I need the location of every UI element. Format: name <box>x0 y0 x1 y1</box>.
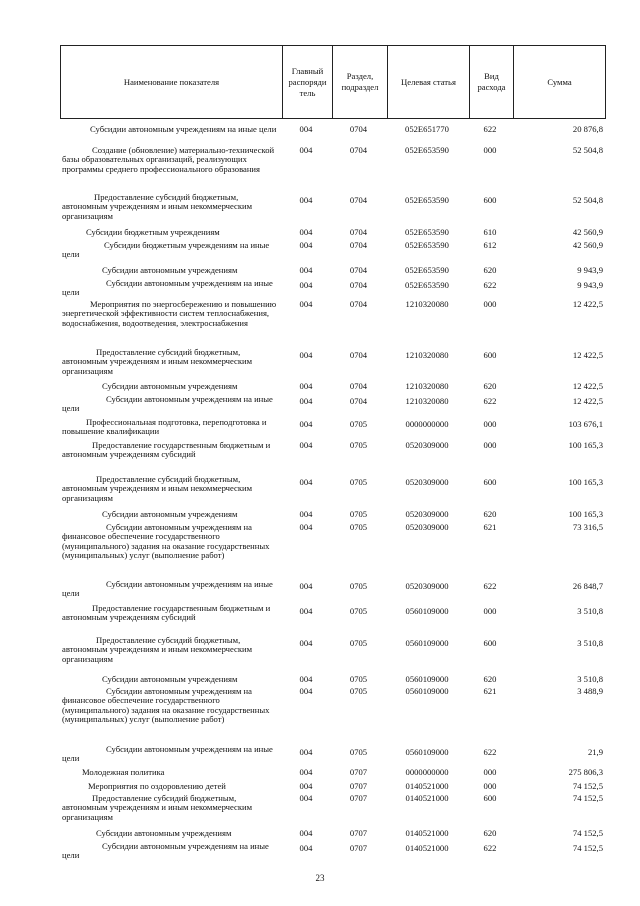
row-name: Субсидии автономным учреждениям <box>102 265 238 275</box>
row-name: Предоставление субсидий бюджетным, автономным учреждениям и иным некоммерческим организациям <box>62 192 253 221</box>
row-glav: 004 <box>299 509 313 519</box>
row-glav: 004 <box>299 124 313 134</box>
row-glav: 004 <box>299 227 313 237</box>
row-glav: 004 <box>299 145 313 155</box>
row-vid: 622 <box>483 747 497 757</box>
row-name: Предоставление субсидий бюджетным, автономным учреждениям и иным некоммерческим организациям <box>62 347 253 376</box>
row-sum: 12 422,5 <box>572 381 603 391</box>
row-name: Предоставление субсидий бюджетным, автономным учреждениям и иным некоммерческим организациям <box>62 635 253 664</box>
row-sum: 3 510,8 <box>577 606 603 616</box>
row-sum: 9 943,9 <box>577 280 603 290</box>
row-sum: 12 422,5 <box>572 299 603 309</box>
row-stat: 0560109000 <box>405 674 449 684</box>
row-stat: 0520309000 <box>405 477 449 487</box>
row-razd: 0705 <box>349 581 368 591</box>
row-vid: 620 <box>483 674 497 684</box>
row-razd: 0705 <box>349 477 368 487</box>
row-stat: 0000000000 <box>405 767 449 777</box>
row-razd: 0705 <box>349 419 368 429</box>
row-glav: 004 <box>299 265 313 275</box>
row-stat: 052E653590 <box>405 240 449 250</box>
row-vid: 612 <box>483 240 497 250</box>
row-sum: 3 510,8 <box>577 674 603 684</box>
row-razd: 0704 <box>349 381 368 391</box>
header-glav: Главный распоряди тель <box>283 46 333 119</box>
row-glav: 004 <box>299 828 313 838</box>
row-razd: 0704 <box>349 396 368 406</box>
row-sum: 52 504,8 <box>572 195 603 205</box>
row-razd: 0704 <box>349 240 368 250</box>
row-vid: 620 <box>483 509 497 519</box>
row-stat: 0520309000 <box>405 440 449 450</box>
row-vid: 600 <box>483 477 497 487</box>
row-razd: 0704 <box>349 227 368 237</box>
row-razd: 0704 <box>349 280 368 290</box>
row-name: Субсидии автономным учреждениям на иные цели <box>62 744 273 764</box>
row-sum: 12 422,5 <box>572 396 603 406</box>
row-stat: 0520309000 <box>405 509 449 519</box>
row-vid: 610 <box>483 227 497 237</box>
row-glav: 004 <box>299 396 313 406</box>
row-vid: 000 <box>483 767 497 777</box>
row-vid: 620 <box>483 828 497 838</box>
row-name: Субсидии автономным учреждениям <box>102 381 238 391</box>
row-vid: 000 <box>483 419 497 429</box>
row-sum: 74 152,5 <box>572 793 603 803</box>
row-glav: 004 <box>299 767 313 777</box>
row-name: Создание (обновление) материально-технической базы образовательных организаций, реализующих программы среднего профессионального образования <box>62 145 275 174</box>
row-stat: 0140521000 <box>405 828 449 838</box>
row-name: Субсидии автономным учреждениям <box>96 828 232 838</box>
row-vid: 000 <box>483 606 497 616</box>
row-glav: 004 <box>299 195 313 205</box>
row-name: Молодежная политика <box>82 767 165 777</box>
row-name: Субсидии автономным учреждениям на иные цели <box>62 394 273 414</box>
row-sum: 3 510,8 <box>577 638 603 648</box>
row-glav: 004 <box>299 747 313 757</box>
row-stat: 0560109000 <box>405 638 449 648</box>
row-stat: 052E651770 <box>405 124 449 134</box>
row-stat: 1210320080 <box>405 396 449 406</box>
row-glav: 004 <box>299 280 313 290</box>
header-stat: Целевая статья <box>388 46 470 119</box>
row-name: Субсидии автономным учреждениям на финансовое обеспечение государственного (муниципального) задания на оказание государственных (муниципальных) услуг (выполнение работ) <box>62 522 270 560</box>
row-name: Субсидии автономным учреждениям на финансовое обеспечение государственного (муниципального) задания на оказание государственных (муниципальных) услуг (выполнение работ) <box>62 686 270 724</box>
row-razd: 0705 <box>349 747 368 757</box>
row-razd: 0707 <box>349 843 368 853</box>
row-razd: 0704 <box>349 299 368 309</box>
header-sum: Сумма <box>514 46 606 119</box>
row-razd: 0705 <box>349 638 368 648</box>
row-vid: 622 <box>483 396 497 406</box>
row-sum: 52 504,8 <box>572 145 603 155</box>
row-name: Мероприятия по энергосбережению и повышению энергетической эффективности систем теплоснабжения, водоснабжения, водоотведения, электроснабжения <box>62 299 277 328</box>
row-vid: 622 <box>483 280 497 290</box>
row-razd: 0707 <box>349 781 368 791</box>
header-name: Наименование показателя <box>61 46 283 119</box>
row-vid: 000 <box>483 299 497 309</box>
row-name: Субсидии бюджетным учреждениям <box>86 227 220 237</box>
row-name: Профессиональная подготовка, переподготовка и повышение квалификации <box>62 417 267 437</box>
row-stat: 0560109000 <box>405 686 449 696</box>
row-sum: 100 165,3 <box>568 509 603 519</box>
row-stat: 052E653590 <box>405 145 449 155</box>
row-stat: 0140521000 <box>405 793 449 803</box>
row-vid: 600 <box>483 638 497 648</box>
row-stat: 0560109000 <box>405 747 449 757</box>
row-sum: 100 165,3 <box>568 440 603 450</box>
row-name: Субсидии бюджетным учреждениям на иные цели <box>62 240 270 260</box>
row-glav: 004 <box>299 793 313 803</box>
row-stat: 052E653590 <box>405 265 449 275</box>
row-sum: 21,9 <box>587 747 603 757</box>
row-vid: 621 <box>483 522 497 532</box>
row-glav: 004 <box>299 381 313 391</box>
row-sum: 103 676,1 <box>568 419 603 429</box>
row-name: Субсидии автономным учреждениям на иные цели <box>62 278 273 298</box>
row-sum: 9 943,9 <box>577 265 603 275</box>
row-glav: 004 <box>299 843 313 853</box>
row-razd: 0707 <box>349 793 368 803</box>
row-stat: 0520309000 <box>405 581 449 591</box>
row-stat: 0520309000 <box>405 522 449 532</box>
row-sum: 26 848,7 <box>572 581 603 591</box>
row-vid: 600 <box>483 195 497 205</box>
row-glav: 004 <box>299 522 313 532</box>
row-razd: 0705 <box>349 440 368 450</box>
row-razd: 0704 <box>349 124 368 134</box>
row-stat: 0560109000 <box>405 606 449 616</box>
row-name: Субсидии автономным учреждениям на иные цели <box>62 841 269 861</box>
row-sum: 3 488,9 <box>577 686 603 696</box>
row-razd: 0705 <box>349 509 368 519</box>
page-number: 23 <box>315 873 325 883</box>
row-glav: 004 <box>299 440 313 450</box>
row-name: Субсидии автономным учреждениям <box>102 509 238 519</box>
row-glav: 004 <box>299 686 313 696</box>
row-razd: 0707 <box>349 828 368 838</box>
row-stat: 052E653590 <box>405 227 449 237</box>
row-razd: 0707 <box>349 767 368 777</box>
row-sum: 20 876,8 <box>572 124 603 134</box>
row-vid: 620 <box>483 381 497 391</box>
row-stat: 052E653590 <box>405 280 449 290</box>
header-vid: Вид расхода <box>470 46 514 119</box>
row-glav: 004 <box>299 638 313 648</box>
row-stat: 052E653590 <box>405 195 449 205</box>
row-vid: 600 <box>483 350 497 360</box>
row-sum: 100 165,3 <box>568 477 603 487</box>
row-name: Предоставление субсидий бюджетным, автономным учреждениям и иным некоммерческим организациям <box>62 793 253 822</box>
row-glav: 004 <box>299 240 313 250</box>
row-stat: 1210320080 <box>405 299 449 309</box>
row-sum: 74 152,5 <box>572 843 603 853</box>
row-stat: 1210320080 <box>405 381 449 391</box>
row-glav: 004 <box>299 674 313 684</box>
row-sum: 42 560,9 <box>572 227 603 237</box>
row-razd: 0704 <box>349 145 368 155</box>
row-razd: 0705 <box>349 686 368 696</box>
row-vid: 622 <box>483 581 497 591</box>
row-sum: 275 806,3 <box>568 767 603 777</box>
row-glav: 004 <box>299 781 313 791</box>
row-sum: 73 316,5 <box>572 522 603 532</box>
row-stat: 0140521000 <box>405 781 449 791</box>
row-sum: 74 152,5 <box>572 781 603 791</box>
header-razd: Раздел, подраздел <box>333 46 388 119</box>
row-glav: 004 <box>299 606 313 616</box>
row-sum: 12 422,5 <box>572 350 603 360</box>
row-name: Субсидии автономным учреждениям на иные цели <box>90 124 277 134</box>
row-glav: 004 <box>299 299 313 309</box>
row-razd: 0704 <box>349 265 368 275</box>
row-name: Предоставление государственным бюджетным и автономным учреждениям субсидий <box>62 603 271 623</box>
row-name: Субсидии автономным учреждениям <box>102 674 238 684</box>
row-razd: 0704 <box>349 195 368 205</box>
row-glav: 004 <box>299 477 313 487</box>
row-stat: 0140521000 <box>405 843 449 853</box>
row-sum: 74 152,5 <box>572 828 603 838</box>
row-razd: 0705 <box>349 522 368 532</box>
row-stat: 0000000000 <box>405 419 449 429</box>
row-vid: 000 <box>483 440 497 450</box>
row-sum: 42 560,9 <box>572 240 603 250</box>
row-vid: 000 <box>483 781 497 791</box>
row-name: Предоставление субсидий бюджетным, автономным учреждениям и иным некоммерческим организациям <box>62 474 253 503</box>
row-glav: 004 <box>299 419 313 429</box>
row-vid: 620 <box>483 265 497 275</box>
row-stat: 1210320080 <box>405 350 449 360</box>
row-vid: 622 <box>483 843 497 853</box>
table-header <box>60 45 606 119</box>
row-glav: 004 <box>299 581 313 591</box>
row-vid: 622 <box>483 124 497 134</box>
row-razd: 0705 <box>349 606 368 616</box>
row-vid: 621 <box>483 686 497 696</box>
row-name: Субсидии автономным учреждениям на иные цели <box>62 579 273 599</box>
row-razd: 0705 <box>349 674 368 684</box>
row-name: Мероприятия по оздоровлению детей <box>88 781 226 791</box>
row-razd: 0704 <box>349 350 368 360</box>
row-name: Предоставление государственным бюджетным и автономным учреждениям субсидий <box>62 440 271 460</box>
row-glav: 004 <box>299 350 313 360</box>
row-vid: 000 <box>483 145 497 155</box>
row-vid: 600 <box>483 793 497 803</box>
